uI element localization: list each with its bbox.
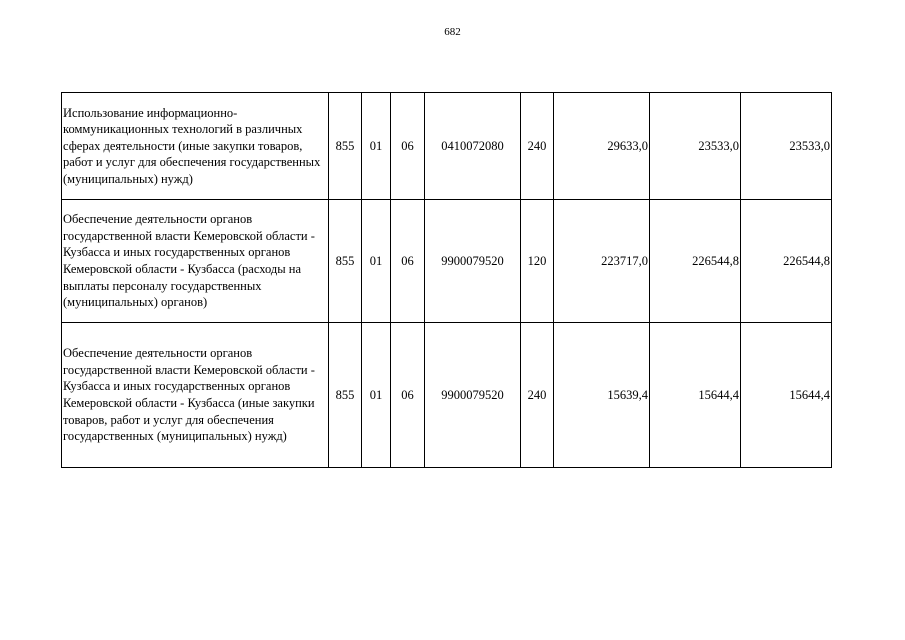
section-code-cell: 01 xyxy=(362,93,391,200)
subsection-code-cell: 06 xyxy=(391,93,425,200)
subsection-code-cell: 06 xyxy=(391,200,425,323)
ministry-code-cell: 855 xyxy=(329,323,362,468)
amount-cell-1: 15639,4 xyxy=(554,323,650,468)
amount-cell-3: 226544,8 xyxy=(741,200,832,323)
row-name-cell: Обеспечение деятельности органов государственной власти Кемеровской области - Кузбасса и иных государственных органов Кемеровской области - Кузбасса (иные закупки товаров, работ и услуг для обеспечения государственных (муниципальных) нужд) xyxy=(62,323,329,468)
amount-cell-1: 223717,0 xyxy=(554,200,650,323)
amount-cell-2: 226544,8 xyxy=(650,200,741,323)
expense-type-cell: 240 xyxy=(521,323,554,468)
table-row xyxy=(62,323,832,468)
table-row xyxy=(62,200,832,323)
section-code-cell: 01 xyxy=(362,323,391,468)
row-name-cell: Использование информационно-коммуникационных технологий в различных сферах деятельности (иные закупки товаров, работ и услуг для обеспечения государственных (муниципальных) нужд) xyxy=(62,93,329,200)
target-article-cell: 9900079520 xyxy=(425,323,521,468)
target-article-cell: 9900079520 xyxy=(425,200,521,323)
amount-cell-3: 15644,4 xyxy=(741,323,832,468)
amount-cell-2: 23533,0 xyxy=(650,93,741,200)
page-number: 682 xyxy=(444,26,461,38)
amount-cell-3: 23533,0 xyxy=(741,93,832,200)
expense-type-cell: 240 xyxy=(521,93,554,200)
subsection-code-cell: 06 xyxy=(391,323,425,468)
amount-cell-2: 15644,4 xyxy=(650,323,741,468)
section-code-cell: 01 xyxy=(362,200,391,323)
budget-table xyxy=(61,92,832,468)
amount-cell-1: 29633,0 xyxy=(554,93,650,200)
row-name-cell: Обеспечение деятельности органов государственной власти Кемеровской области - Кузбасса и иных государственных органов Кемеровской области - Кузбасса (расходы на выплаты персоналу государственных (муниципальных) органов) xyxy=(62,200,329,323)
target-article-cell: 0410072080 xyxy=(425,93,521,200)
ministry-code-cell: 855 xyxy=(329,200,362,323)
ministry-code-cell: 855 xyxy=(329,93,362,200)
expense-type-cell: 120 xyxy=(521,200,554,323)
table-row xyxy=(62,93,832,200)
